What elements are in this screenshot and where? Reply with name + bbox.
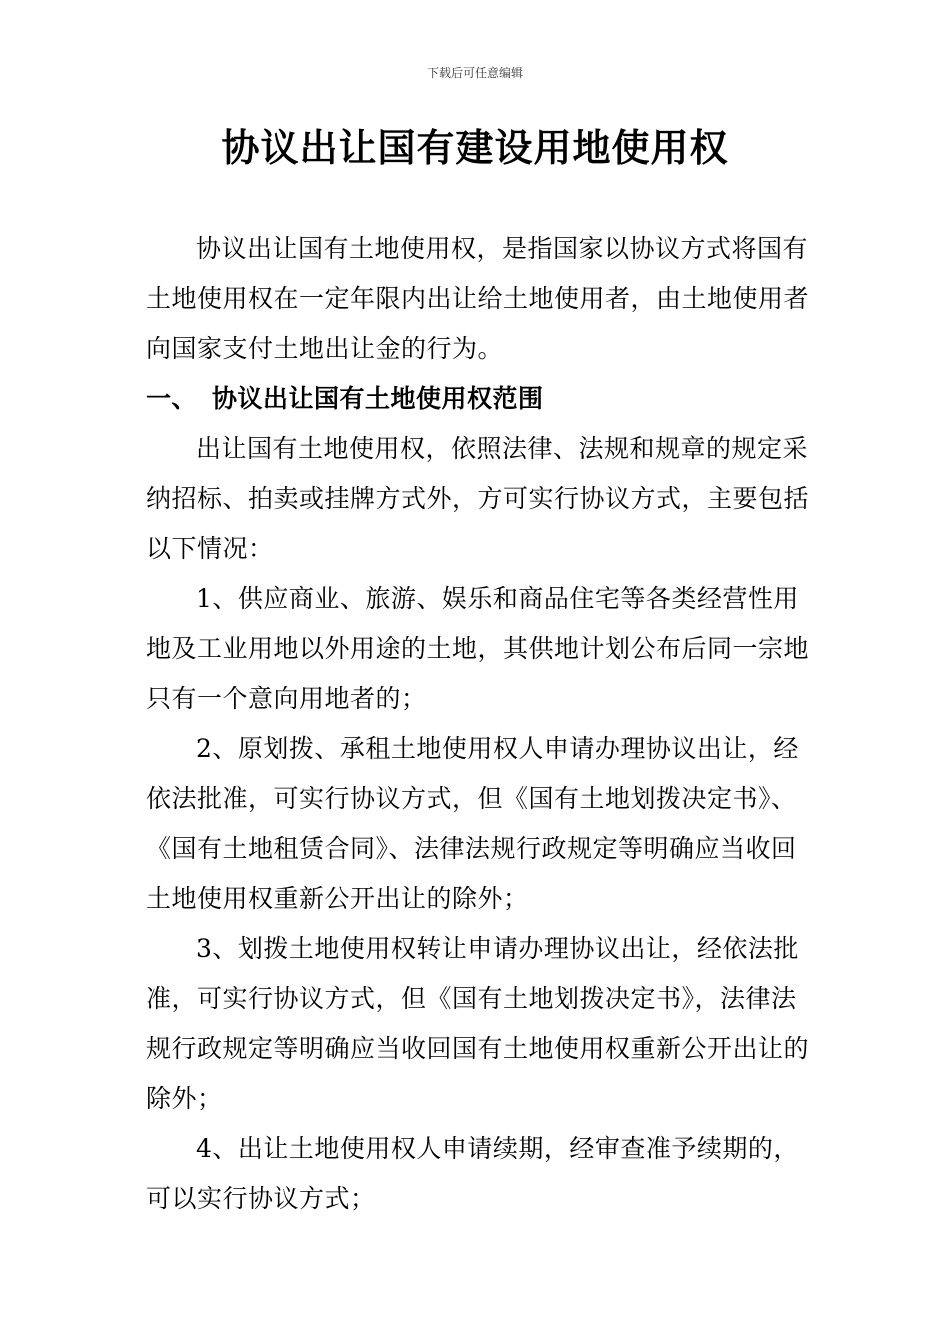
list-item: 2、原划拨、承租土地使用权人申请办理协议出让，经依法批准，可实行协议方式，但《国有土地划拨决定书》、《国有土地租赁合同》、法律法规行政规定等明确应当收回土地使用权重新公开出让的除外；	[146, 734, 799, 913]
header-note: 下载后可任意编辑	[426, 66, 523, 80]
intro-paragraph: 协议出让国有土地使用权，是指国家以协议方式将国有土地使用权在一定年限内出让给土地使用者，由土地使用者向国家支付土地出让金的行为。	[146, 234, 810, 363]
document-title: 协议出让国有建设用地使用权	[221, 126, 729, 170]
document-body	[146, 224, 810, 1224]
section-lead-paragraph: 出让国有土地使用权，依照法律、法规和规章的规定采纳招标、拍卖或挂牌方式外，方可实行协议方式，主要包括以下情况：	[146, 434, 810, 563]
section-title: 协议出让国有土地使用权范围	[212, 384, 544, 413]
list-item: 4、出让土地使用权人申请续期，经审查准予续期的，可以实行协议方式；	[146, 1134, 799, 1213]
list-item: 1、供应商业、旅游、娱乐和商品住宅等各类经营性用地及工业用地以外用途的土地，其供地计划公布后同一宗地只有一个意向用地者的；	[146, 584, 810, 713]
list-item: 3、划拨土地使用权转让申请办理协议出让，经依法批准，可实行协议方式，但《国有土地划拨决定书》，法律法规行政规定等明确应当收回国有土地使用权重新公开出让的除外；	[146, 934, 810, 1113]
section-number: 一、	[146, 384, 198, 413]
section-heading	[146, 374, 810, 424]
